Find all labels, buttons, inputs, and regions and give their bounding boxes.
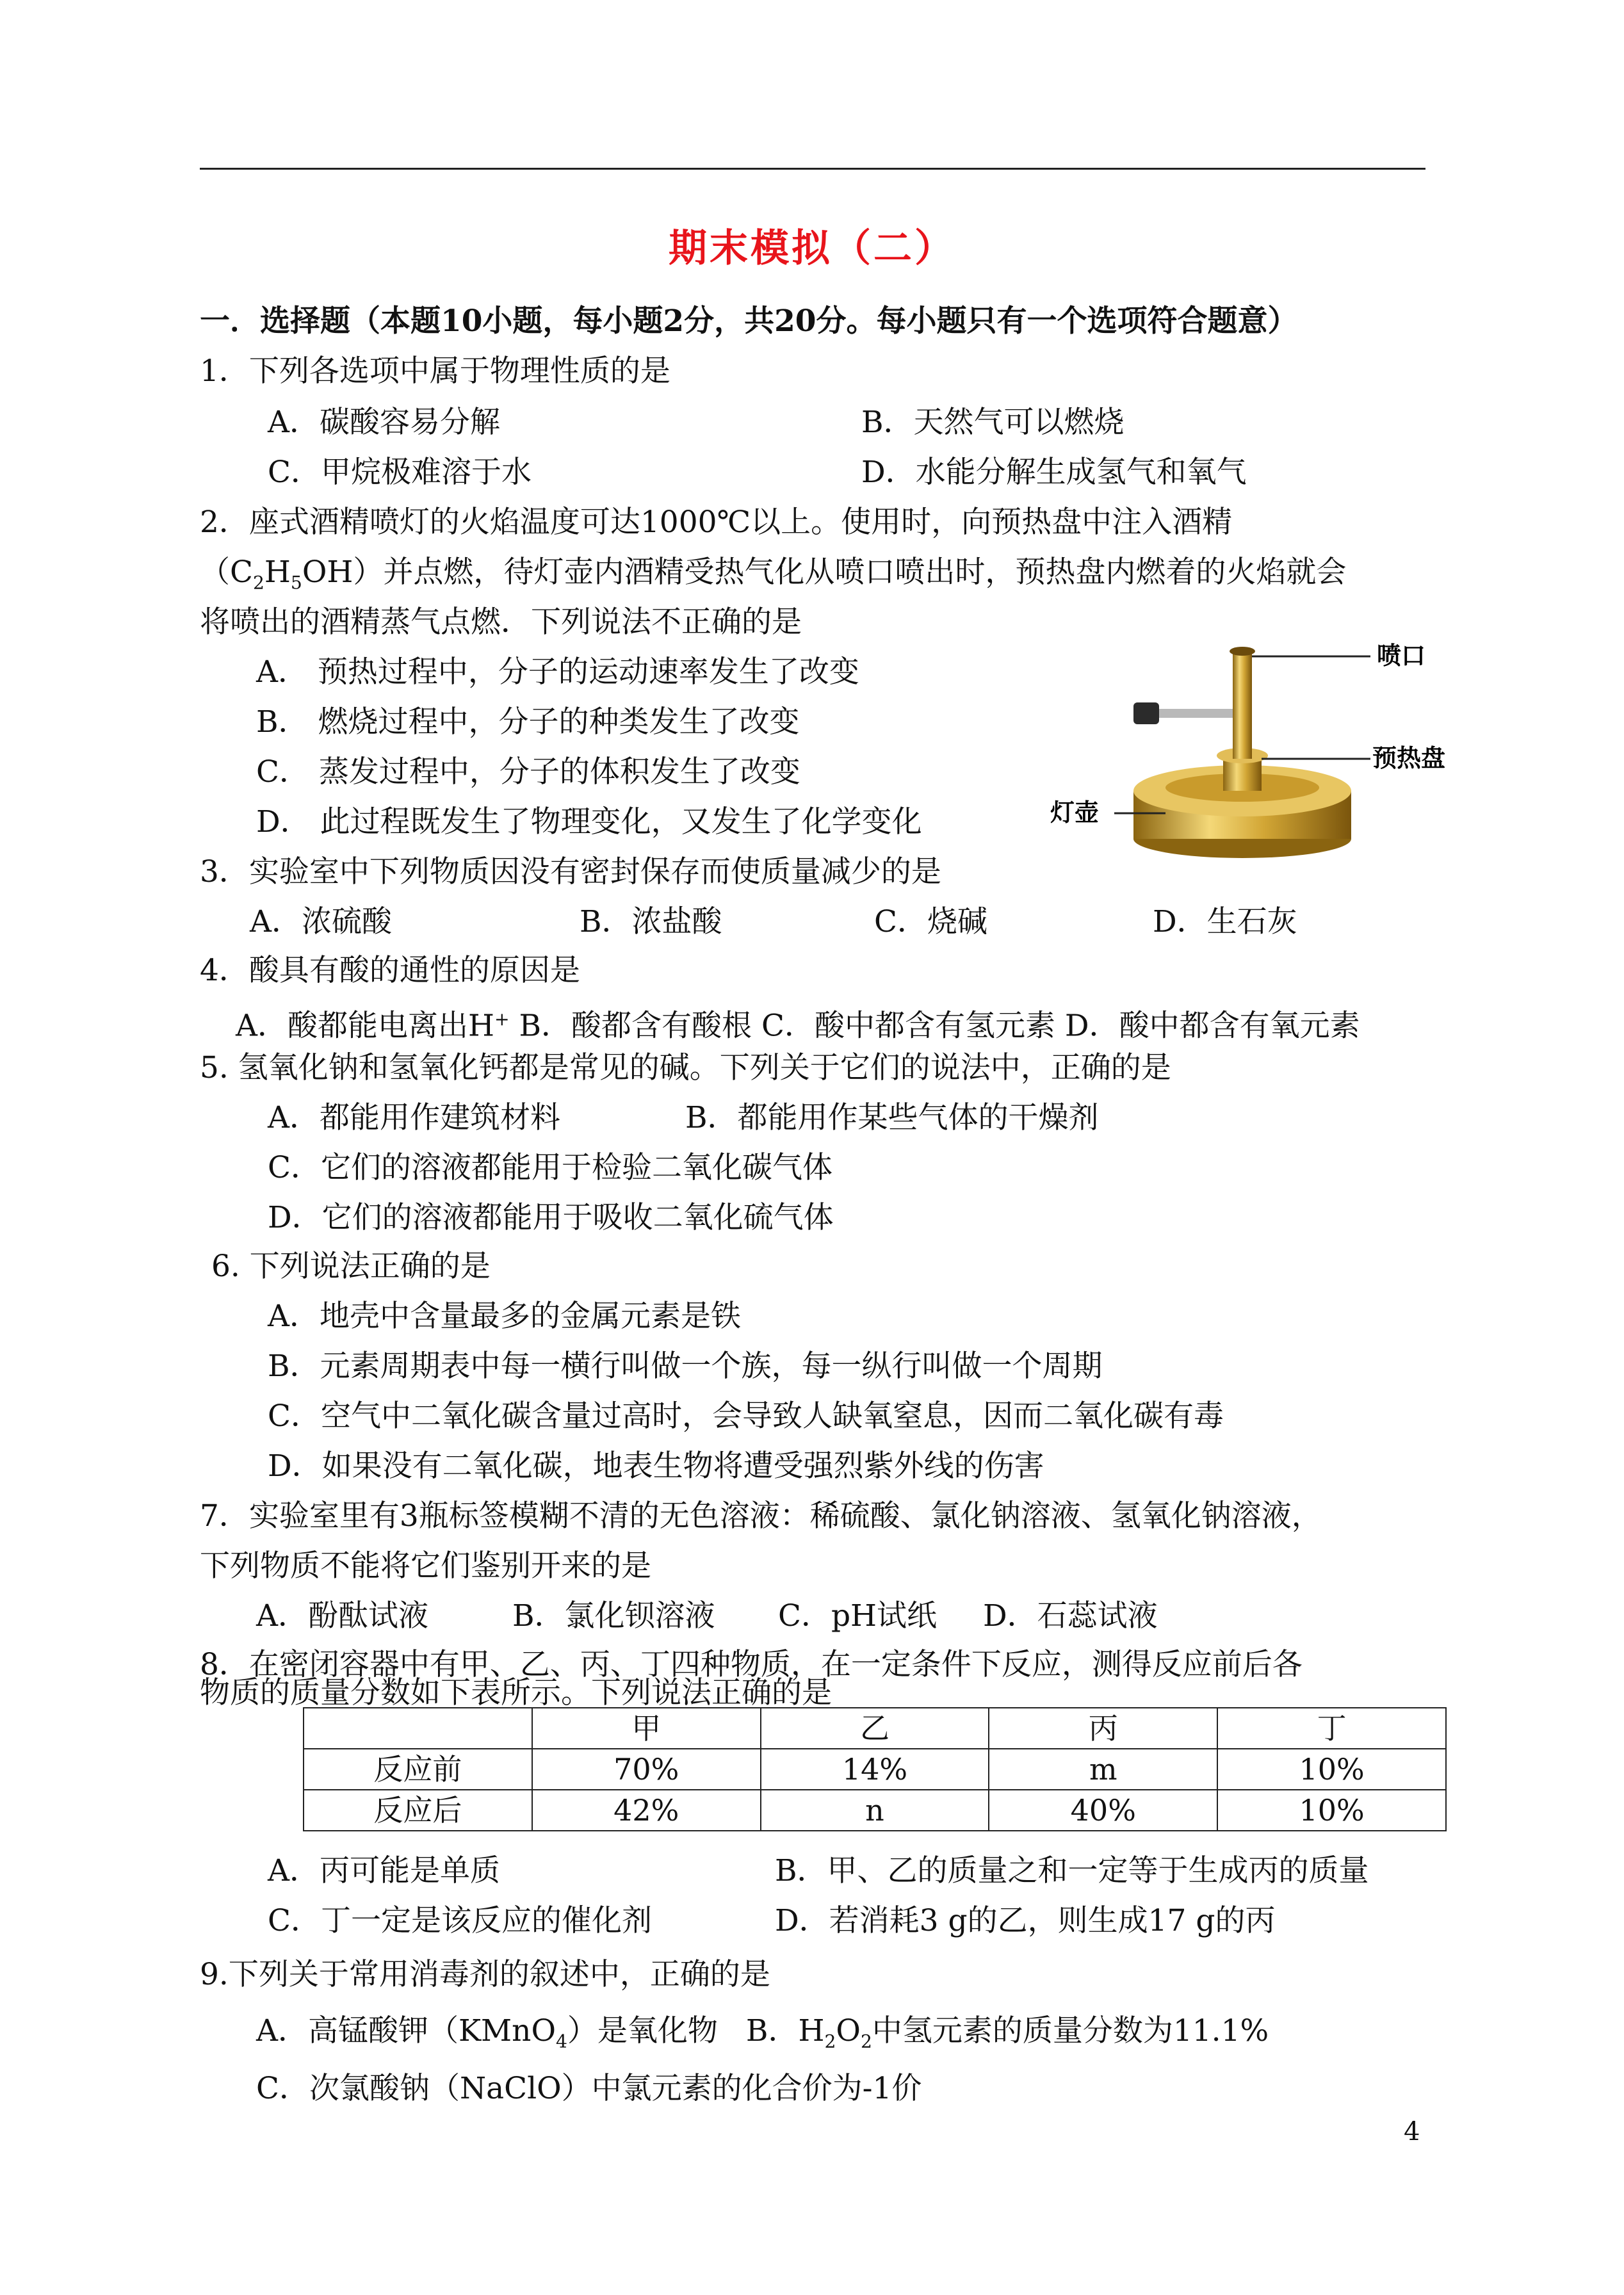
q1-option-b: B．天然气可以燃烧 bbox=[861, 405, 1125, 440]
q7-option-b: B．氯化钡溶液 bbox=[512, 1598, 715, 1634]
table-cell: 反应前 bbox=[304, 1749, 532, 1790]
q7-line1: 7．实验室里有3瓶标签模糊不清的无色溶液：稀硫酸、氯化钠溶液、氢氧化钠溶液， bbox=[200, 1498, 1322, 1534]
q6-option-a: A．地壳中含量最多的金属元素是铁 bbox=[268, 1299, 741, 1334]
q6-option-d: D．如果没有二氧化碳，地表生物将遭受强烈紫外线的伤害 bbox=[268, 1448, 1044, 1484]
q8-line1: 8．在密闭容器中有甲、乙、丙、丁四种物质，在一定条件下反应，测得反应前后各 bbox=[200, 1647, 1303, 1682]
table-header-cell: 丙 bbox=[989, 1708, 1217, 1749]
q2-line3: 将喷出的酒精蒸气点燃．下列说法不正确的是 bbox=[200, 604, 802, 640]
table-header-cell: 乙 bbox=[761, 1708, 989, 1749]
q5-option-b: B．都能用作某些气体的干燥剂 bbox=[685, 1100, 1099, 1135]
q7-option-a: A．酚酞试液 bbox=[256, 1598, 428, 1634]
alcohol-lamp-figure bbox=[1050, 631, 1446, 874]
table-row bbox=[304, 1790, 1446, 1831]
q3-option-b: B．浓盐酸 bbox=[580, 904, 722, 939]
table-cell: 42% bbox=[532, 1790, 761, 1831]
table-header-cell bbox=[304, 1708, 532, 1749]
q2-option-b: B． 燃烧过程中，分子的种类发生了改变 bbox=[256, 704, 800, 740]
q1-stem: 1．下列各选项中属于物理性质的是 bbox=[200, 353, 670, 389]
q9-stem: 9.下列关于常用消毒剂的叙述中，正确的是 bbox=[200, 1957, 770, 1992]
q6-stem: 6. 下列说法正确的是 bbox=[211, 1249, 491, 1284]
q7-option-c: C．pH试纸 bbox=[778, 1598, 938, 1634]
table-header-cell: 丁 bbox=[1217, 1708, 1446, 1749]
q5-stem: 5. 氢氧化钠和氢氧化钙都是常见的碱。下列关于它们的说法中，正确的是 bbox=[200, 1050, 1171, 1085]
table-cell: 70% bbox=[532, 1749, 761, 1790]
table-cell: 10% bbox=[1217, 1790, 1446, 1831]
q2-line2: $(C_2H_5OH)$并点燃，待灯壶内酒精受热气化从喷口喷出时，预热盘内燃着的火焰就会 bbox=[200, 555, 1347, 594]
q5-option-d: D．它们的溶液都能用于吸收二氧化硫气体 bbox=[268, 1200, 834, 1235]
table-row bbox=[304, 1749, 1446, 1790]
q6-option-c: C．空气中二氧化碳含量过高时，会导致人缺氧窒息，因而二氧化碳有毒 bbox=[268, 1399, 1224, 1434]
q4-stem: 4．酸具有酸的通性的原因是 bbox=[200, 953, 580, 988]
q2-option-a: A． 预热过程中，分子的运动速率发生了改变 bbox=[256, 654, 859, 690]
page-number: 4 bbox=[1404, 2117, 1420, 2146]
q2-option-d: D． 此过程既发生了物理变化，又发生了化学变化 bbox=[256, 804, 922, 839]
table-header-row bbox=[304, 1708, 1446, 1749]
table-cell: 10% bbox=[1217, 1749, 1446, 1790]
q8-option-d: D．若消耗3 g的乙，则生成17 g的丙 bbox=[775, 1903, 1276, 1938]
fig-label-lamp-pot: 灯壶 bbox=[1050, 799, 1100, 827]
q3-option-d: D．生石灰 bbox=[1153, 904, 1297, 939]
q5-option-c: C．它们的溶液都能用于检验二氧化碳气体 bbox=[268, 1150, 832, 1185]
q5-option-a: A．都能用作建筑材料 bbox=[268, 1100, 560, 1135]
table-cell: 40% bbox=[989, 1790, 1217, 1831]
q8-option-b: B．甲、乙的质量之和一定等于生成丙的质量 bbox=[775, 1853, 1369, 1888]
q3-option-a: A．浓硫酸 bbox=[250, 904, 392, 939]
q4-options: A．酸都能电离出H+ B．酸都含有酸根 C．酸中都含有氢元素 D．酸中都含有氧元素 bbox=[236, 1008, 1360, 1044]
header-rule bbox=[200, 168, 1425, 170]
q1-option-a: A．碳酸容易分解 bbox=[268, 405, 500, 440]
mass-fraction-table bbox=[303, 1707, 1447, 1831]
table-cell: 反应后 bbox=[304, 1790, 532, 1831]
table-cell: m bbox=[989, 1749, 1217, 1790]
q3-stem: 3．实验室中下列物质因没有密封保存而使质量减少的是 bbox=[200, 854, 941, 889]
q7-option-d: D．石蕊试液 bbox=[983, 1598, 1158, 1634]
fig-label-nozzle: 喷口 bbox=[1377, 642, 1426, 670]
section-heading: 一．选择题（本题10小题，每小题2分，共20分。每小题只有一个选项符合题意） bbox=[200, 304, 1298, 339]
table-cell: 14% bbox=[761, 1749, 989, 1790]
table-header-cell: 甲 bbox=[532, 1708, 761, 1749]
q6-option-b: B．元素周期表中每一横行叫做一个族，每一纵行叫做一个周期 bbox=[268, 1349, 1103, 1384]
q3-option-c: C．烧碱 bbox=[874, 904, 987, 939]
q1-option-d: D．水能分解生成氢气和氧气 bbox=[861, 455, 1247, 490]
q2-line1: 2．座式酒精喷灯的火焰温度可达1000℃以上。使用时，向预热盘中注入酒精 bbox=[200, 505, 1233, 540]
q2-option-c: C． 蒸发过程中，分子的体积发生了改变 bbox=[256, 754, 800, 790]
fig-label-preheat-plate: 预热盘 bbox=[1372, 744, 1446, 772]
q7-line2: 下列物质不能将它们鉴别开来的是 bbox=[200, 1548, 651, 1584]
q9-option-c: C．次氯酸钠（NaClO）中氯元素的化合价为-1价 bbox=[256, 2071, 922, 2106]
q9-options-ab: A．高锰酸钾（KMnO$_4$）是氧化物 B．$H_2O_2$中氢元素的质量分数为11.1% bbox=[256, 2013, 1269, 2052]
q8-line2: 物质的质量分数如下表所示。下列说法正确的是 bbox=[200, 1675, 832, 1710]
q8-option-c: C．丁一定是该反应的催化剂 bbox=[268, 1903, 652, 1938]
q8-option-a: A．丙可能是单质 bbox=[268, 1853, 500, 1888]
page-title: 期末模拟（二） bbox=[669, 226, 955, 271]
table-cell: n bbox=[761, 1790, 989, 1831]
q1-option-c: C．甲烷极难溶于水 bbox=[268, 455, 532, 490]
